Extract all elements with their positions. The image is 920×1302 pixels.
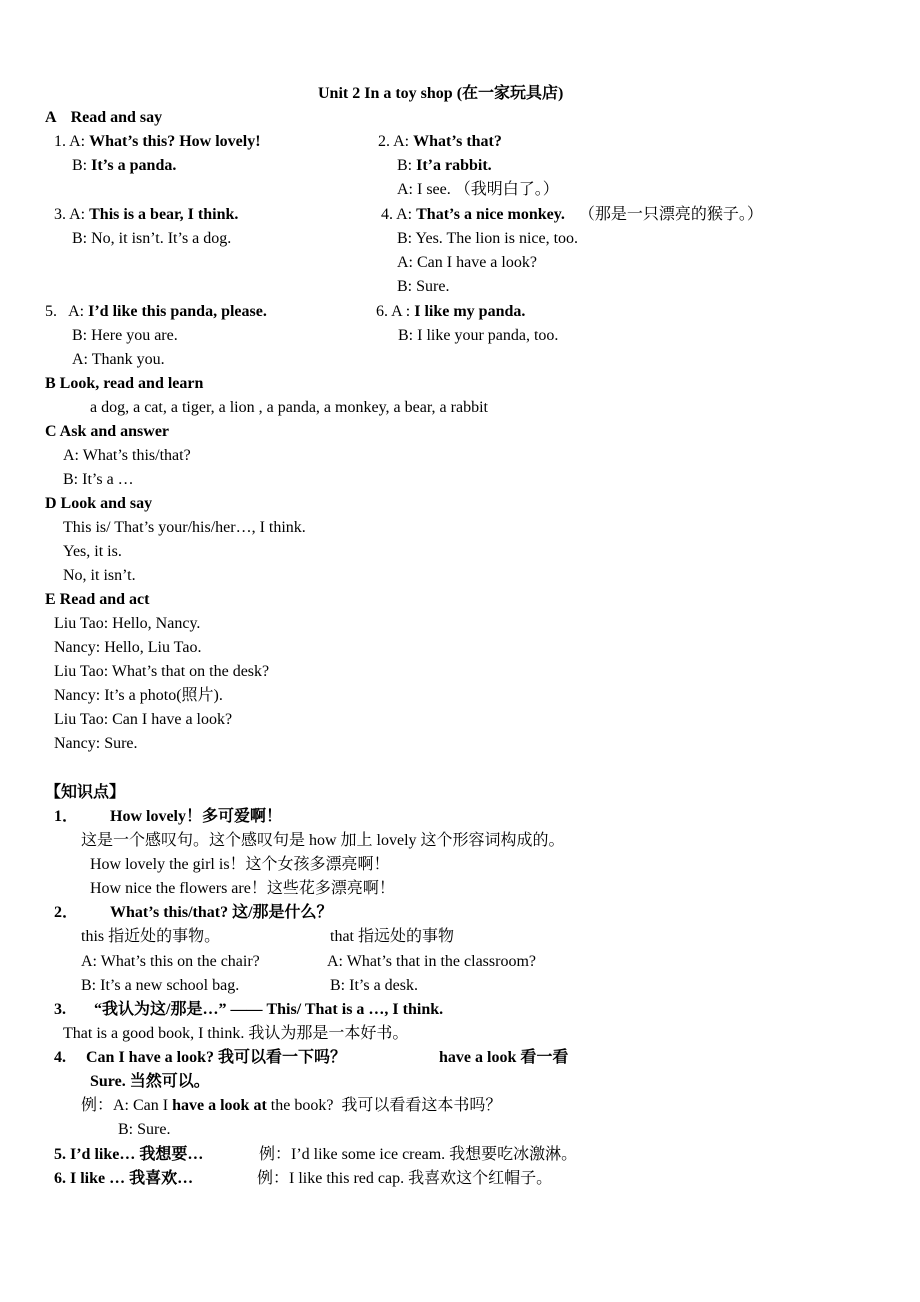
point-2-b1: B: It’s a new school bag. [81, 977, 240, 994]
dialogue-2-number: 2. A: [378, 133, 414, 150]
section-e-line: Nancy: Hello, Liu Tao. [54, 639, 202, 656]
point-3-title: “我认为这/那是…” —— This/ That is a …, I think. [94, 1001, 444, 1018]
section-a-letter: A [45, 109, 57, 126]
knowledge-heading: 【知识点】 [45, 784, 126, 801]
point-5-title: 5. I’d like… 我想要… [54, 1146, 204, 1163]
point-4-example-b: B: Sure. [118, 1121, 171, 1138]
section-e-line: Liu Tao: What’s that on the desk? [54, 663, 270, 680]
section-d-line-3: No, it isn’t. [63, 567, 136, 584]
dialogue-2-line-1 [378, 132, 502, 152]
dialogue-2-line-2 [397, 156, 492, 176]
section-c-line-1: A: What’s this/that? [63, 447, 191, 464]
dialogue-2-line-3: A: I see. （我明白了。） [397, 181, 559, 198]
point-2-a1: A: What’s this on the chair? [81, 953, 260, 970]
dialogue-4-a: That’s a nice monkey. [416, 206, 565, 223]
section-d-heading: D Look and say [45, 495, 153, 512]
point-2-b2: B: It’s a desk. [330, 977, 418, 994]
point-4-title: Can I have a look? 我可以看一下吗？ [86, 1049, 347, 1066]
dialogue-4-note: （那是一只漂亮的猴子。） [578, 206, 763, 223]
point-5-example: 例：I’d like some ice cream. 我想要吃冰激淋。 [259, 1146, 578, 1163]
section-d-line-1: This is/ That’s your/his/her…, I think. [63, 519, 306, 536]
point-1-title: How lovely！多可爱啊！ [110, 808, 282, 825]
section-a-title: Read and say [70, 109, 163, 126]
dialogue-1-b: It’s a panda. [91, 157, 177, 174]
point-3-number: 3. [54, 1001, 66, 1018]
point-4-example-suffix: the book? 我可以看看这本书吗？ [266, 1097, 502, 1114]
dialogue-4-number: 4. A: [381, 206, 417, 223]
section-c-heading: C Ask and answer [45, 423, 170, 440]
point-1-line-2: How lovely the girl is！这个女孩多漂亮啊！ [90, 856, 390, 873]
point-1-line-3: How nice the flowers are！这些花多漂亮啊！ [90, 880, 395, 897]
point-2-number: 2． [54, 904, 79, 921]
section-c-line-2: B: It’s a … [63, 471, 134, 488]
dialogue-6-line-2: B: I like your panda, too. [398, 327, 559, 344]
dialogue-5-line-3: A: Thank you. [72, 351, 165, 368]
point-2-a2: A: What’s that in the classroom? [327, 953, 536, 970]
dialogue-3-line-1 [54, 205, 238, 225]
dialogue-6-line-1 [376, 302, 525, 322]
dialogue-1-b-prefix: B: [72, 157, 92, 174]
dialogue-6-number: 6. A : [376, 303, 415, 320]
point-2-this-note: this 指近处的事物。 [81, 928, 221, 945]
dialogue-1-a: What’s this? How lovely! [89, 133, 261, 150]
section-e-line: Nancy: It’s a photo(照片). [54, 687, 223, 704]
point-1-number: 1． [54, 808, 79, 825]
dialogue-4-line-2: B: Yes. The lion is nice, too. [397, 230, 579, 247]
section-a-heading [45, 108, 162, 128]
dialogue-1-line-2 [72, 156, 176, 176]
dialogue-3-number: 3. A: [54, 206, 90, 223]
point-4-number: 4. [54, 1049, 66, 1066]
section-e-heading: E Read and act [45, 591, 150, 608]
section-b-words: a dog, a cat, a tiger, a lion , a panda, a monkey, a bear, a rabbit [90, 399, 488, 416]
section-e-line: Liu Tao: Hello, Nancy. [54, 615, 201, 632]
point-6-title: 6. I like … 我喜欢… [54, 1170, 194, 1187]
point-4-sure: Sure. 当然可以。 [90, 1073, 210, 1090]
dialogue-4-line-1 [381, 205, 763, 225]
point-2-title: What’s this/that? 这/那是什么？ [110, 904, 333, 921]
dialogue-1-number: 1. A: [54, 133, 90, 150]
dialogue-3-a: This is a bear, I think. [89, 206, 239, 223]
point-1-line-1: 这是一个感叹句。这个感叹句是 how 加上 lovely 这个形容词构成的。 [81, 832, 565, 849]
point-4-example-a [81, 1096, 501, 1116]
section-e-line: Nancy: Sure. [54, 735, 138, 752]
section-e-line: Liu Tao: Can I have a look? [54, 711, 233, 728]
section-d-line-2: Yes, it is. [63, 543, 122, 560]
dialogue-4-line-3: A: Can I have a look? [397, 254, 537, 271]
point-3-example: That is a good book, I think. 我认为那是一本好书。 [63, 1025, 409, 1042]
dialogue-5-line-1 [45, 302, 267, 322]
dialogue-5-line-2: B: Here you are. [72, 327, 178, 344]
point-4-phrase: have a look 看一看 [439, 1049, 569, 1066]
point-4-example-bold: have a look at [172, 1097, 267, 1114]
page-title: Unit 2 In a toy shop (在一家玩具店) [318, 85, 564, 102]
point-4-example-prefix: 例：A: Can I [81, 1097, 173, 1114]
dialogue-5-a: I’d like this panda, please. [88, 303, 267, 320]
point-2-that-note: that 指远处的事物 [330, 928, 454, 945]
dialogue-1-line-1 [54, 132, 261, 152]
section-b-heading: B Look, read and learn [45, 375, 204, 392]
dialogue-6-a: I like my panda. [414, 303, 526, 320]
dialogue-2-b: It’a rabbit. [416, 157, 492, 174]
dialogue-4-line-4: B: Sure. [397, 278, 450, 295]
dialogue-2-a: What’s that? [413, 133, 502, 150]
point-6-example: 例：I like this red cap. 我喜欢这个红帽子。 [257, 1170, 553, 1187]
dialogue-3-line-2: B: No, it isn’t. It’s a dog. [72, 230, 232, 247]
dialogue-2-b-prefix: B: [397, 157, 417, 174]
dialogue-5-number: 5. A: [45, 303, 89, 320]
